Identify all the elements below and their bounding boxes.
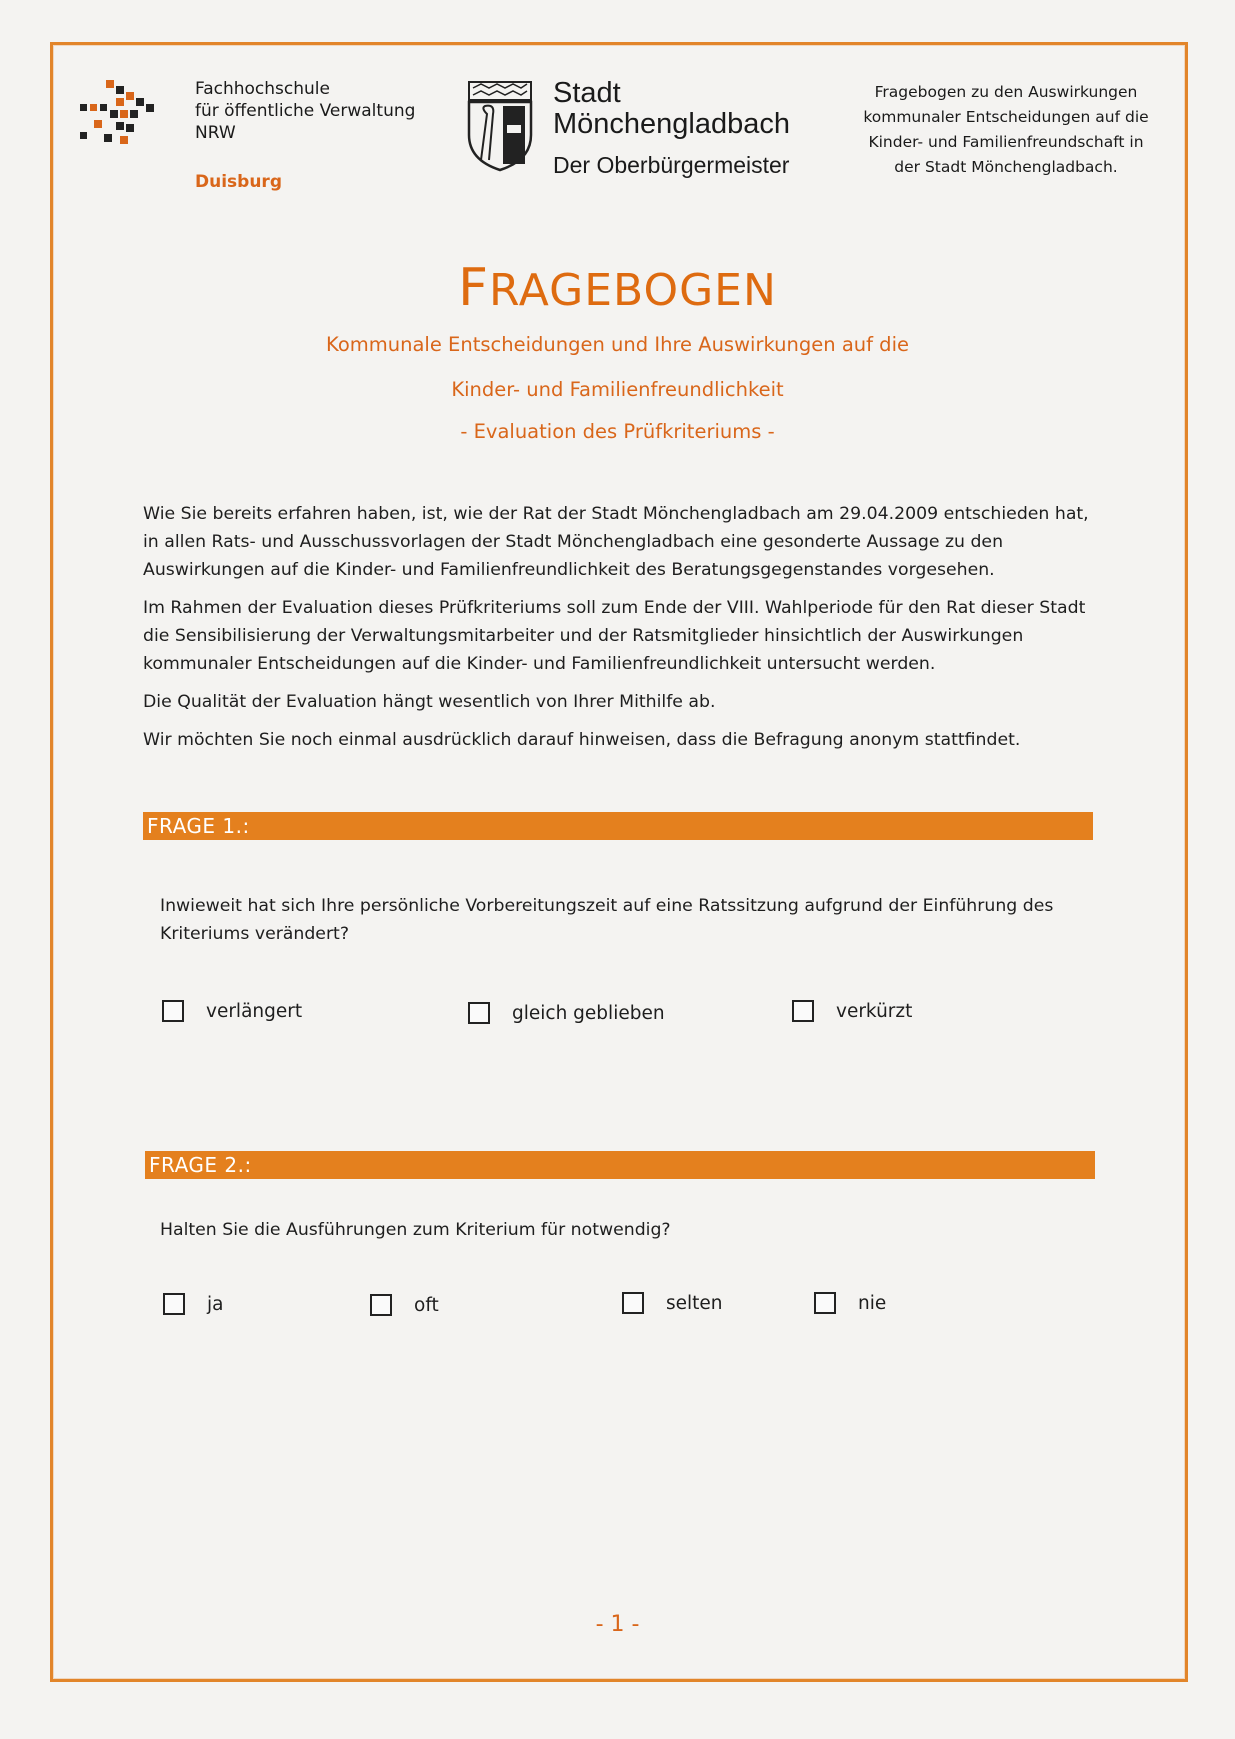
fh-line: für öffentliche Verwaltung bbox=[195, 101, 416, 121]
page-title bbox=[0, 258, 1235, 318]
question-2-header: FRAGE 2.: bbox=[145, 1151, 1095, 1179]
q2-option-oft[interactable] bbox=[370, 1294, 439, 1316]
intro-paragraph: Wir möchten Sie noch einmal ausdrücklich darauf hinweisen, dass die Befragung anonym stattfindet. bbox=[143, 730, 1021, 750]
q2-option-selten[interactable] bbox=[622, 1292, 723, 1314]
q1-option-gleich-geblieben[interactable] bbox=[468, 1002, 665, 1024]
subtitle-line-3: - Evaluation des Prüfkriteriums - bbox=[460, 420, 775, 443]
fh-institution bbox=[195, 78, 415, 144]
page-number: - 1 - bbox=[595, 1612, 640, 1637]
city-header bbox=[553, 78, 790, 182]
fh-city: Duisburg bbox=[195, 172, 282, 192]
checkbox[interactable] bbox=[622, 1292, 644, 1314]
q2-option-nie[interactable] bbox=[814, 1292, 886, 1314]
option-label: verkürzt bbox=[836, 1000, 913, 1022]
option-label: selten bbox=[666, 1292, 723, 1314]
option-label: ja bbox=[207, 1293, 224, 1315]
header-desc-line: der Stadt Mönchengladbach. bbox=[894, 158, 1118, 176]
intro-paragraph: Die Qualität der Evaluation hängt wesentlich von Ihrer Mithilfe ab. bbox=[143, 692, 716, 712]
question-1-text: Inwieweit hat sich Ihre persönliche Vorbereitungszeit auf eine Ratssitzung aufgrund der Einführung des Kriteriums verändert? bbox=[160, 896, 1054, 944]
subtitle-line-2: Kinder- und Familienfreundlichkeit bbox=[451, 378, 784, 401]
option-label: nie bbox=[858, 1292, 887, 1314]
city-name: Mönchengladbach bbox=[553, 108, 791, 140]
fh-logo-icon bbox=[80, 80, 158, 146]
title-rest: RAGEBOGEN bbox=[489, 265, 777, 316]
office-title: Der Oberbürgermeister bbox=[553, 152, 790, 178]
intro-paragraph: Im Rahmen der Evaluation dieses Prüfkriteriums soll zum Ende der VIII. Wahlperiode für den Rat dieser Stadt die Sensibilisierung der Verwaltungsmitarbeiter und der Ratsmitglieder hinsichtlich der Auswirkungen kommunaler Entscheidungen auf die Kinder- und Familienfreundlichkeit untersucht werden. bbox=[143, 598, 1086, 674]
option-label: verlängert bbox=[206, 1000, 303, 1022]
checkbox[interactable] bbox=[370, 1294, 392, 1316]
fh-line: NRW bbox=[195, 123, 236, 143]
question-1-header: FRAGE 1.: bbox=[143, 812, 1093, 840]
q1-option-verkuerzt[interactable] bbox=[792, 1000, 912, 1022]
header-description bbox=[846, 80, 1166, 180]
city-crest-icon bbox=[467, 80, 533, 172]
header-desc-line: kommunaler Entscheidungen auf die bbox=[863, 108, 1149, 126]
option-label: oft bbox=[414, 1294, 439, 1316]
checkbox[interactable] bbox=[814, 1292, 836, 1314]
checkbox[interactable] bbox=[162, 1000, 184, 1022]
question-2-text: Halten Sie die Ausführungen zum Kriterium für notwendig? bbox=[160, 1220, 671, 1240]
checkbox[interactable] bbox=[468, 1002, 490, 1024]
header-desc-line: Fragebogen zu den Auswirkungen bbox=[874, 83, 1138, 101]
city-word: Stadt bbox=[553, 77, 621, 109]
q2-option-ja[interactable] bbox=[163, 1293, 223, 1315]
option-label: gleich geblieben bbox=[512, 1002, 665, 1024]
q1-option-verlaengert[interactable] bbox=[162, 1000, 302, 1022]
subtitle-line-1: Kommunale Entscheidungen und Ihre Auswirkungen auf die bbox=[326, 333, 909, 356]
fh-line: Fachhochschule bbox=[195, 79, 330, 99]
title-initial: F bbox=[458, 258, 490, 318]
intro-text bbox=[143, 500, 1095, 764]
header-desc-line: Kinder- und Familienfreundschaft in bbox=[868, 133, 1144, 151]
intro-paragraph: Wie Sie bereits erfahren haben, ist, wie der Rat der Stadt Mönchengladbach am 29.04.2009 entschieden hat, in allen Rats- und Ausschussvorlagen der Stadt Mönchengladbach eine gesonderte Aussage zu den Auswirkungen auf die Kinder- und Familienfreundlichkeit des Beratungsgegenstandes vorgesehen. bbox=[143, 504, 1089, 580]
checkbox[interactable] bbox=[792, 1000, 814, 1022]
checkbox[interactable] bbox=[163, 1293, 185, 1315]
